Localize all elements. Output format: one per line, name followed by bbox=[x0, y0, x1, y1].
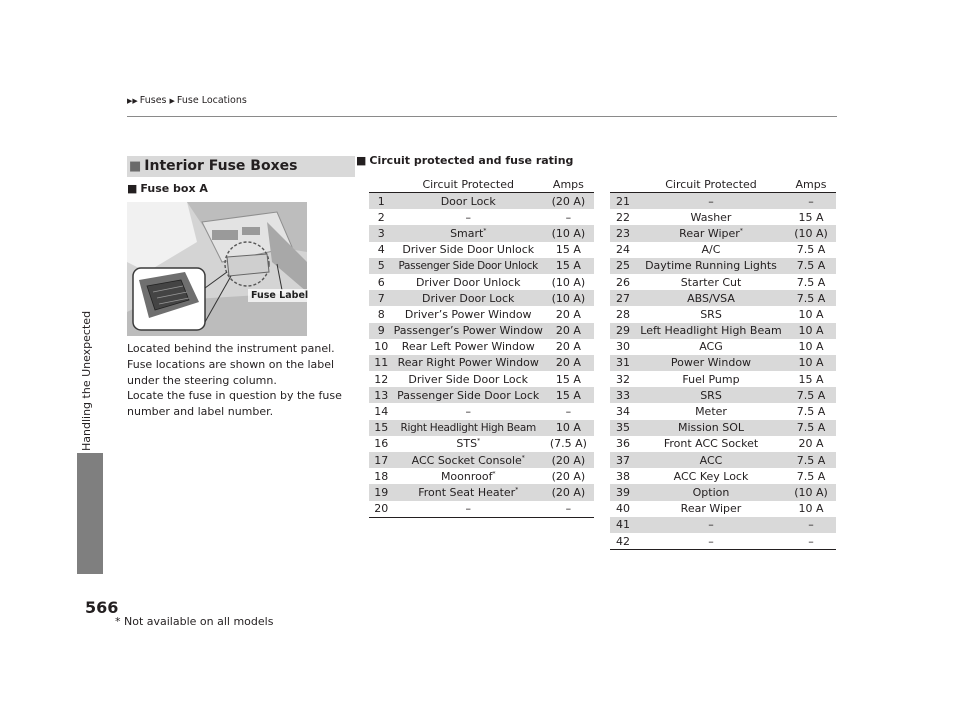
table-row bbox=[369, 242, 594, 258]
fuse-circuit-label: Left Headlight High Beam bbox=[640, 324, 782, 338]
fuse-circuit bbox=[636, 468, 786, 484]
fuse-number: 35 bbox=[610, 420, 636, 436]
fuse-amps: 7.5 A bbox=[796, 405, 826, 419]
fuse-amps: 15 A bbox=[798, 210, 824, 224]
fuse-circuit-label: Mission SOL bbox=[677, 421, 745, 435]
fuse-amps: 15 A bbox=[798, 372, 824, 386]
description-line-3: Locate the fuse in question by the fuse number and label number. bbox=[127, 389, 342, 418]
fuse-circuit-label: ACC Socket Console bbox=[411, 453, 522, 467]
fuse-number: 33 bbox=[610, 387, 636, 403]
fuse-circuit-label: Passenger’s Power Window bbox=[393, 324, 543, 338]
fuse-amps: (10 A) bbox=[786, 484, 836, 500]
fuse-number: 29 bbox=[610, 323, 636, 339]
page-number: 566 bbox=[85, 598, 119, 617]
section-heading bbox=[127, 156, 355, 177]
fuse-circuit bbox=[394, 209, 543, 225]
header-divider bbox=[127, 116, 837, 117]
fuse-number: 34 bbox=[616, 405, 630, 419]
fuse-number: 30 bbox=[616, 340, 630, 354]
fuse-amps: 20 A bbox=[555, 340, 581, 354]
fuse-circuit-label: Rear Left Power Window bbox=[401, 340, 535, 354]
fuse-amps: (7.5 A) bbox=[549, 437, 587, 451]
fuse-circuit bbox=[636, 193, 786, 210]
table-row bbox=[610, 387, 836, 403]
fuse-circuit bbox=[636, 501, 786, 517]
table-row bbox=[610, 371, 836, 387]
fuse-circuit-label: Option bbox=[692, 485, 730, 499]
fuse-amps: (10 A) bbox=[786, 225, 836, 241]
fuse-number: 9 bbox=[369, 323, 394, 339]
table-row bbox=[369, 403, 594, 419]
table-row bbox=[610, 258, 836, 274]
fuse-amps: (10 A) bbox=[543, 290, 594, 306]
fuse-amps: – bbox=[786, 193, 836, 210]
fuse-amps: 20 A bbox=[543, 323, 594, 339]
fuse-amps: 7.5 A bbox=[786, 387, 836, 403]
fuse-circuit-label: Moonroof bbox=[440, 469, 493, 483]
table-row bbox=[610, 290, 836, 306]
fuse-number: 17 bbox=[369, 452, 394, 468]
chevron-right-icon: ▶▶ bbox=[127, 97, 138, 105]
fuse-number: 15 bbox=[369, 420, 394, 436]
fuse-circuit-label: Driver Side Door Unlock bbox=[402, 243, 535, 257]
fuse-number: 37 bbox=[610, 452, 636, 468]
fuse-circuit-label: – bbox=[708, 518, 714, 532]
fuse-amps: (20 A) bbox=[551, 469, 586, 483]
fuse-circuit bbox=[394, 274, 543, 290]
fuse-number: 10 bbox=[374, 340, 389, 354]
fuse-amps: 15 A bbox=[543, 258, 594, 274]
fuse-circuit bbox=[636, 420, 786, 436]
fuse-circuit bbox=[394, 225, 543, 241]
table-row bbox=[610, 225, 836, 241]
fuse-number: 3 bbox=[369, 225, 394, 241]
fuse-circuit-label: SRS bbox=[700, 307, 722, 321]
fuse-circuit-label: ACC bbox=[699, 453, 723, 467]
fuse-box-subtitle: Fuse box A bbox=[140, 182, 208, 195]
availability-note-marker: * bbox=[477, 437, 481, 445]
fuse-label-callout: Fuse Label bbox=[248, 289, 311, 302]
square-bullet-icon: ■ bbox=[129, 159, 142, 174]
fuse-circuit-label: – bbox=[708, 194, 714, 208]
fuse-amps: 20 A bbox=[798, 437, 824, 451]
table-row bbox=[610, 420, 836, 436]
table-row bbox=[610, 452, 836, 468]
table-row bbox=[369, 209, 594, 225]
fuse-amps: – bbox=[543, 501, 594, 518]
fuse-amps: 15 A bbox=[555, 243, 581, 257]
fuse-circuit-label: Starter Cut bbox=[680, 275, 742, 289]
table-row bbox=[610, 484, 836, 500]
fuse-number: 39 bbox=[610, 484, 636, 500]
table-row bbox=[369, 387, 594, 403]
fuse-table-right bbox=[610, 176, 836, 550]
fuse-circuit bbox=[636, 452, 786, 468]
chevron-right-icon: ▶ bbox=[169, 97, 175, 105]
table-row bbox=[610, 403, 836, 419]
fuse-circuit bbox=[394, 258, 543, 274]
fuse-circuit bbox=[636, 225, 786, 241]
fuse-amps: – bbox=[565, 405, 572, 419]
fuse-circuit bbox=[636, 355, 786, 371]
table-row bbox=[610, 242, 836, 258]
fuse-circuit-label: A/C bbox=[701, 243, 721, 257]
header-no bbox=[369, 176, 394, 193]
header-circuit: Circuit Protected bbox=[636, 176, 786, 193]
table-header-row bbox=[369, 176, 594, 193]
fuse-box-subheading bbox=[127, 182, 208, 195]
fuse-amps: 20 A bbox=[543, 355, 594, 371]
header-no bbox=[610, 176, 636, 193]
table-title: Circuit protected and fuse rating bbox=[369, 154, 574, 167]
fuse-circuit bbox=[636, 533, 786, 550]
fuse-circuit bbox=[394, 290, 543, 306]
fuse-circuit bbox=[636, 339, 786, 355]
fuse-circuit-label: Front Seat Heater bbox=[418, 485, 516, 499]
fuse-circuit-label: ACC Key Lock bbox=[673, 469, 749, 483]
header-amps: Amps bbox=[543, 176, 594, 193]
fuse-circuit bbox=[394, 371, 543, 387]
fuse-number: 8 bbox=[377, 307, 385, 321]
table-row bbox=[610, 274, 836, 290]
fuse-circuit-label: – bbox=[465, 502, 471, 516]
description-line-2: Fuse locations are shown on the label under the steering column. bbox=[127, 358, 335, 387]
fuse-circuit-label: Driver Door Lock bbox=[422, 291, 515, 305]
fuse-circuit bbox=[394, 387, 543, 403]
fuse-number: 38 bbox=[616, 469, 630, 483]
fuse-circuit bbox=[636, 274, 786, 290]
fuse-circuit bbox=[636, 387, 786, 403]
header-amps: Amps bbox=[786, 176, 836, 193]
table-row bbox=[610, 517, 836, 533]
fuse-amps: 7.5 A bbox=[786, 420, 836, 436]
fuse-circuit-label: Front ACC Socket bbox=[663, 437, 759, 451]
fuse-circuit bbox=[394, 468, 543, 484]
fuse-amps: 7.5 A bbox=[796, 469, 826, 483]
fuse-amps: (10 A) bbox=[551, 275, 586, 289]
fuse-circuit bbox=[394, 484, 543, 500]
fuse-number: 7 bbox=[369, 290, 394, 306]
table-row bbox=[369, 501, 594, 518]
fuse-amps: 10 A bbox=[786, 323, 836, 339]
footnote: * Not available on all models bbox=[115, 615, 274, 628]
fuse-number: 26 bbox=[616, 275, 630, 289]
side-tab-marker bbox=[77, 453, 103, 574]
fuse-number: 40 bbox=[616, 502, 630, 516]
fuse-number: 2 bbox=[377, 210, 385, 224]
section-title: Interior Fuse Boxes bbox=[144, 158, 298, 174]
fuse-number: 25 bbox=[610, 258, 636, 274]
fuse-number: 1 bbox=[369, 193, 394, 210]
table-row bbox=[610, 323, 836, 339]
fuse-circuit bbox=[636, 517, 786, 533]
fuse-circuit-label: ACG bbox=[699, 340, 723, 354]
square-bullet-icon: ■ bbox=[356, 154, 367, 167]
table-row bbox=[610, 306, 836, 322]
fuse-number: 5 bbox=[369, 258, 394, 274]
fuse-circuit-label: – bbox=[465, 210, 471, 224]
breadcrumb-fuse-locations[interactable]: Fuse Locations bbox=[176, 95, 247, 106]
table-row bbox=[610, 355, 836, 371]
fuse-number: 20 bbox=[369, 501, 394, 518]
fuse-circuit bbox=[394, 323, 543, 339]
table-row bbox=[369, 371, 594, 387]
table-row bbox=[369, 484, 594, 500]
fuse-circuit bbox=[636, 290, 786, 306]
fuse-circuit-label: Power Window bbox=[670, 356, 752, 370]
fuse-number: 14 bbox=[374, 405, 389, 419]
fuse-circuit-label: Passenger Side Door Lock bbox=[397, 388, 540, 402]
fuse-circuit-label: Smart bbox=[450, 226, 484, 240]
fuse-amps: 7.5 A bbox=[786, 452, 836, 468]
fuse-number: 6 bbox=[377, 275, 385, 289]
table-row bbox=[610, 436, 836, 452]
table-row bbox=[369, 274, 594, 290]
fuse-circuit bbox=[636, 484, 786, 500]
header-circuit: Circuit Protected bbox=[394, 176, 543, 193]
table-row bbox=[369, 225, 594, 241]
fuse-circuit-label: Daytime Running Lights bbox=[645, 259, 777, 273]
fuse-circuit bbox=[636, 242, 786, 258]
fuse-circuit-label: STS bbox=[456, 437, 478, 451]
fuse-circuit-label: Fuel Pump bbox=[682, 372, 740, 386]
fuse-circuit bbox=[636, 436, 786, 452]
fuse-amps: 20 A bbox=[555, 307, 581, 321]
fuse-amps: (20 A) bbox=[543, 452, 594, 468]
table-row bbox=[369, 452, 594, 468]
table-row bbox=[369, 420, 594, 436]
fuse-number: 11 bbox=[369, 355, 394, 371]
fuse-number: 19 bbox=[369, 484, 394, 500]
fuse-circuit-label: Driver Side Door Lock bbox=[408, 372, 529, 386]
table-row bbox=[369, 290, 594, 306]
fuse-circuit bbox=[394, 501, 543, 518]
fuse-amps: – bbox=[565, 210, 572, 224]
table-row bbox=[610, 533, 836, 550]
fuse-circuit-label: Meter bbox=[695, 405, 727, 419]
fuse-number: 27 bbox=[610, 290, 636, 306]
fuse-circuit bbox=[636, 371, 786, 387]
table-row bbox=[369, 339, 594, 355]
fuse-circuit-label: Passenger Side Door Unlock bbox=[398, 259, 538, 272]
fuse-number: 18 bbox=[374, 469, 389, 483]
fuse-number: 23 bbox=[610, 225, 636, 241]
fuse-amps: 10 A bbox=[798, 307, 824, 321]
fuse-number: 22 bbox=[616, 210, 630, 224]
fuse-circuit bbox=[394, 452, 543, 468]
fuse-number: 28 bbox=[616, 307, 630, 321]
fuse-amps: (20 A) bbox=[543, 193, 594, 210]
side-tab-label: Handling the Unexpected bbox=[80, 310, 93, 451]
table-row bbox=[610, 501, 836, 517]
description-line-1: Located behind the instrument panel. bbox=[127, 342, 335, 355]
fuse-amps: 7.5 A bbox=[786, 258, 836, 274]
fuse-circuit bbox=[394, 193, 543, 210]
breadcrumb-fuses[interactable]: Fuses bbox=[139, 95, 167, 106]
table-row bbox=[369, 258, 594, 274]
table-row bbox=[369, 468, 594, 484]
fuse-circuit bbox=[394, 403, 543, 419]
availability-note-marker: * bbox=[739, 227, 743, 235]
fuse-circuit bbox=[394, 339, 543, 355]
fuse-amps: 7.5 A bbox=[786, 290, 836, 306]
fuse-circuit bbox=[636, 403, 786, 419]
fuse-amps: 15 A bbox=[555, 372, 581, 386]
dashboard-illustration bbox=[127, 202, 307, 336]
fuse-circuit-label: ABS/VSA bbox=[687, 291, 735, 305]
fuse-circuit bbox=[636, 306, 786, 322]
fuse-circuit bbox=[394, 436, 543, 452]
table-row bbox=[369, 355, 594, 371]
fuse-circuit-label: – bbox=[465, 405, 471, 419]
fuse-circuit-label: SRS bbox=[700, 388, 722, 402]
fuse-circuit-label: Door Lock bbox=[440, 194, 496, 208]
fuse-amps: 10 A bbox=[786, 355, 836, 371]
fuse-circuit-label: – bbox=[708, 534, 714, 548]
fuse-circuit-label: Right Headlight High Beam bbox=[400, 421, 536, 434]
fuse-amps: 10 A bbox=[543, 420, 594, 436]
availability-note-marker: * bbox=[483, 227, 487, 235]
fuse-number: 42 bbox=[610, 533, 636, 550]
fuse-circuit-label: Rear Right Power Window bbox=[397, 356, 539, 370]
fuse-circuit bbox=[394, 242, 543, 258]
table-row bbox=[610, 193, 836, 210]
table-row bbox=[369, 436, 594, 452]
fuse-number: 31 bbox=[610, 355, 636, 371]
fuse-number: 24 bbox=[616, 243, 630, 257]
fuse-amps: 15 A bbox=[543, 387, 594, 403]
fuse-number: 4 bbox=[377, 243, 385, 257]
fuse-number: 16 bbox=[374, 437, 389, 451]
fuse-circuit bbox=[636, 209, 786, 225]
fuse-amps: (20 A) bbox=[543, 484, 594, 500]
fuse-box-photo bbox=[127, 202, 307, 336]
fuse-amps: 7.5 A bbox=[796, 275, 826, 289]
fuse-circuit-label: Washer bbox=[690, 210, 732, 224]
table-row bbox=[610, 209, 836, 225]
fuse-circuit-label: Driver’s Power Window bbox=[404, 307, 532, 321]
fuse-circuit bbox=[394, 355, 543, 371]
fuse-number: 36 bbox=[616, 437, 630, 451]
availability-note-marker: * bbox=[521, 453, 525, 461]
availability-note-marker: * bbox=[492, 470, 496, 478]
table-row bbox=[369, 193, 594, 210]
fuse-circuit bbox=[636, 323, 786, 339]
fuse-number: 41 bbox=[610, 517, 636, 533]
square-bullet-icon: ■ bbox=[127, 182, 138, 195]
fuse-number: 13 bbox=[369, 387, 394, 403]
table-row bbox=[610, 468, 836, 484]
fuse-amps: 10 A bbox=[798, 340, 824, 354]
table-header-row bbox=[610, 176, 836, 193]
table-heading bbox=[356, 154, 573, 167]
table-row bbox=[369, 306, 594, 322]
fuse-circuit bbox=[636, 258, 786, 274]
table-row bbox=[369, 323, 594, 339]
table-row bbox=[610, 339, 836, 355]
fuse-number: 21 bbox=[610, 193, 636, 210]
fuse-circuit bbox=[394, 420, 543, 436]
fuse-amps: – bbox=[786, 517, 836, 533]
fuse-amps: (10 A) bbox=[543, 225, 594, 241]
fuse-number: 32 bbox=[616, 372, 630, 386]
fuse-circuit-label: Rear Wiper bbox=[680, 502, 742, 516]
fuse-circuit-label: Rear Wiper bbox=[679, 226, 740, 240]
availability-note-marker: * bbox=[515, 486, 519, 494]
breadcrumb bbox=[127, 95, 247, 106]
fuse-circuit-label: Driver Door Unlock bbox=[415, 275, 521, 289]
fuse-circuit bbox=[394, 306, 543, 322]
fuse-amps: 10 A bbox=[798, 502, 824, 516]
fuse-amps: – bbox=[786, 533, 836, 550]
fuse-number: 12 bbox=[374, 372, 389, 386]
fuse-table-left bbox=[369, 176, 594, 518]
fuse-amps: 7.5 A bbox=[796, 243, 826, 257]
